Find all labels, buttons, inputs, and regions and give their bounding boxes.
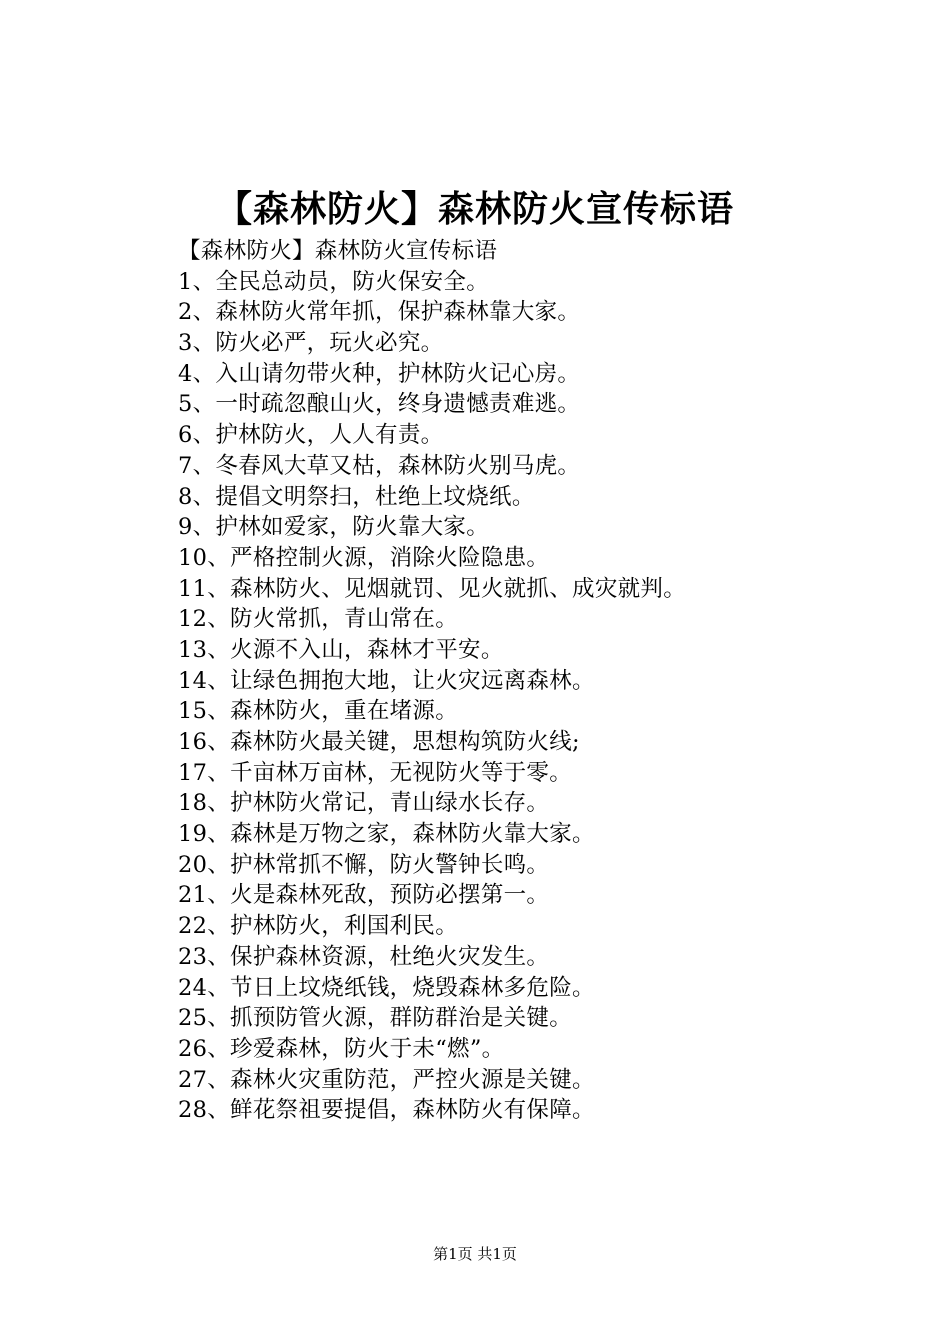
slogan-item: 22、护林防火，利国利民。 [178, 913, 459, 940]
slogan-item: 7、冬春风大草又枯，森林防火别马虎。 [178, 452, 581, 479]
slogan-item: 9、护林如爱家，防火靠大家。 [178, 514, 490, 541]
slogan-item: 28、鲜花祭祖要提倡，森林防火有保障。 [178, 1097, 595, 1124]
slogan-item: 5、一时疏忽酿山火，终身遗憾责难逃。 [178, 391, 581, 418]
slogan-item: 4、入山请勿带火种，护林防火记心房。 [178, 360, 581, 387]
slogan-item: 24、节日上坟烧纸钱，烧毁森林多危险。 [178, 974, 595, 1001]
page-number-footer: 第1页 共1页 [433, 1245, 517, 1263]
slogan-item: 13、火源不入山，森林才平安。 [178, 636, 504, 663]
slogan-item: 1、全民总动员，防火保安全。 [178, 268, 490, 295]
slogan-item: 8、提倡文明祭扫，杜绝上坟烧纸。 [178, 483, 535, 510]
slogan-item: 10、严格控制火源，消除火险隐患。 [178, 544, 550, 571]
slogan-item: 16、森林防火最关键，思想构筑防火线; [178, 729, 580, 755]
slogan-item: 19、森林是万物之家，森林防火靠大家。 [178, 821, 595, 848]
slogan-item: 17、千亩林万亩林，无视防火等于零。 [178, 759, 573, 786]
slogan-item: 14、让绿色拥抱大地，让火灾远离森林。 [178, 667, 595, 694]
slogan-item: 25、抓预防管火源，群防群治是关键。 [178, 1005, 573, 1032]
slogan-item: 18、护林防火常记，青山绿水长存。 [178, 790, 550, 817]
slogan-list [178, 267, 908, 1126]
document-body [178, 236, 908, 1126]
slogan-item: 2、森林防火常年抓，保护森林靠大家。 [178, 299, 581, 326]
slogan-item: 15、森林防火，重在堵源。 [178, 698, 459, 725]
slogan-item: 21、火是森林死敌，预防必摆第一。 [178, 882, 550, 909]
slogan-item: 12、防火常抓，青山常在。 [178, 606, 459, 633]
slogan-item: 3、防火必严，玩火必究。 [178, 330, 444, 357]
slogan-item: 27、森林火灾重防范，严控火源是关键。 [178, 1066, 595, 1093]
slogan-item: 11、森林防火、见烟就罚、见火就抓、成灾就判。 [178, 575, 687, 602]
slogan-item: 6、护林防火，人人有责。 [178, 422, 444, 449]
document-title: 【森林防火】森林防火宣传标语 [215, 188, 734, 230]
slogan-item: 20、护林常抓不懈，防火警钟长鸣。 [178, 851, 550, 878]
slogan-item: 26、珍爱森林，防火于未“燃”。 [178, 1035, 505, 1062]
document-subtitle: 【森林防火】森林防火宣传标语 [178, 238, 498, 264]
slogan-item: 23、保护森林资源，杜绝火灾发生。 [178, 943, 550, 970]
